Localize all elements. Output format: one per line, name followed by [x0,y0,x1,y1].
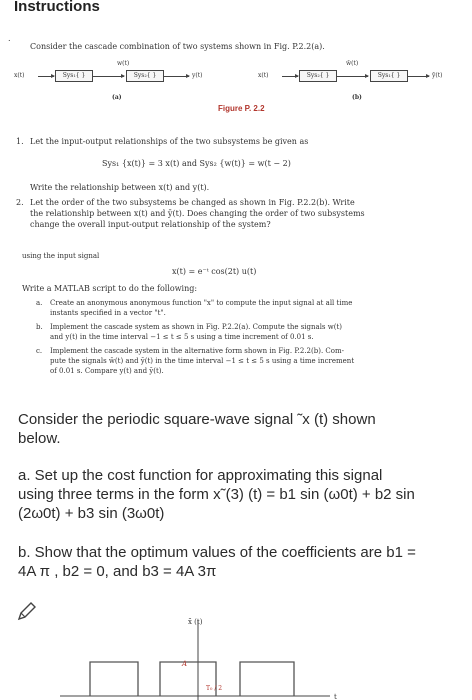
question-intro-line: Consider the periodic square-wave signal ˜x (t) shown [18,411,376,428]
arrow [38,76,54,77]
item-line: Implement the cascade system as shown in Fig. P.2.2(a). Compute the signals w(t) [50,323,343,331]
part-b-line: 4A π , b2 = 0, and b3 = 4A 3π [18,563,217,580]
arrow [282,76,298,77]
half-period-label: T₀ / 2 [206,685,223,692]
part-a-line: a. Set up the cost function for approximating this signal [18,467,383,484]
waveform [90,662,294,696]
item-line: Implement the cascade system in the alternative form shown in Fig. P.2.2(b). Com- [50,347,344,355]
arrow [92,76,124,77]
intro-text: Consider the cascade combination of two systems shown in Fig. P.2.2(a). [30,42,325,51]
q1-text: Let the input-output relationships of the two subsystems be given as [30,137,309,146]
plot-xlabel: t [334,693,337,700]
part-a-line: using three terms in the form x˜(3) (t) = b1 sin (ω0t) + b2 sin [18,486,415,503]
item-label: b. [36,323,43,331]
square-wave-plot [0,610,472,700]
item-line: Create an anonymous anonymous function "x" to compute the input signal at all time [50,299,353,307]
diagram-b-caption: (b) [352,94,362,101]
item-line: and y(t) in the time interval −1 ≤ t ≤ 5 s using a time increment of 0.01 s. [50,333,314,341]
arrow [336,76,368,77]
q2-number: 2. [16,198,24,207]
diagram-a-caption: (a) [112,94,122,101]
q1-equation: Sys₁ {x(t)} = 3 x(t) and Sys₂ {w(t)} = w(t − 2) [102,159,291,168]
figure-caption: Figure P. 2.2 [218,104,265,113]
item-label: a. [36,299,43,307]
diagram-b-mid-signal: w̄(t) [346,60,359,67]
q1-number: 1. [16,137,24,146]
diagram-a-sys1: Sys₁{ } [55,70,93,82]
item-line: instants specified in a vector "t". [50,309,166,317]
diagram-a-output: y(t) [192,72,203,79]
page-heading: Instructions [14,0,100,15]
q2-line: Let the order of the two subsystems be changed as shown in Fig. P.2.2(b). Write [30,198,355,207]
q2-line: the relationship between x(t) and ȳ(t). Does changing the order of two subsystems [30,209,365,218]
diagram-a-mid-signal: w(t) [117,60,130,67]
question-intro-line: below. [18,430,61,447]
amplitude-label: A [182,660,188,668]
item-line: pute the signals w̄(t) and ȳ(t) in the time interval −1 ≤ t ≤ 5 s using a time increment [50,357,355,365]
matlab-instruction: Write a MATLAB script to do the following: [22,284,198,293]
diagram-b-sys1: Sys₁{ } [370,70,408,82]
arrow [163,76,189,77]
diagram-b-input: x(t) [258,72,269,79]
q1-followup: Write the relationship between x(t) and y(t). [30,183,210,192]
q2-line: change the overall input-output relationship of the system? [30,220,271,229]
part-a-line: (2ω0t) + b3 sin (3ω0t) [18,505,165,522]
signal-intro: using the input signal [22,252,100,260]
item-label: c. [36,347,43,355]
diagram-a-sys2: Sys₂{ } [126,70,164,82]
diagram-b-sys2: Sys₂{ } [299,70,337,82]
diagram-b-output: ȳ(t) [432,72,443,79]
bullet-mark: . [8,34,11,43]
part-b-line: b. Show that the optimum values of the coefficients are b1 = [18,544,416,561]
arrow [407,76,429,77]
item-line: of 0.01 s. Compare y(t) and ȳ(t). [50,367,164,375]
signal-equation: x(t) = e⁻ᵗ cos(2t) u(t) [172,267,257,276]
diagram-a-input: x(t) [14,72,25,79]
scanned-problem [0,20,472,400]
plot-ylabel: x̃ (t) [188,618,203,626]
